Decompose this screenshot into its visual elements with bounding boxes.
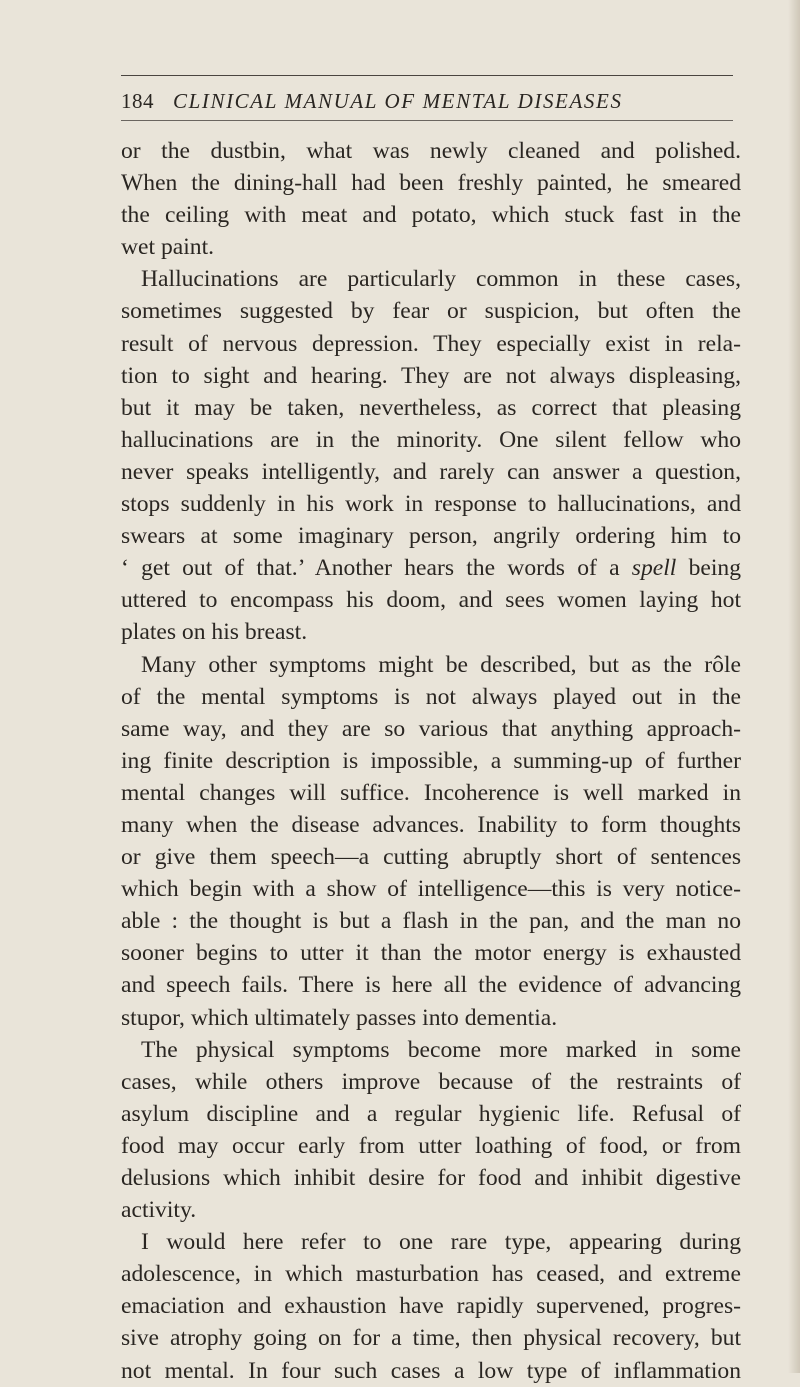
text-line: stupor, which ultimately passes into dementia. bbox=[121, 1004, 558, 1031]
text-line: result of nervous depression. They especially exist in rela- bbox=[121, 330, 741, 357]
text-line: uttered to encompass his doom, and sees women laying hot bbox=[121, 587, 741, 614]
paragraph bbox=[121, 263, 741, 648]
text-line: food may occur early from utter loathing of food, or from bbox=[121, 1132, 741, 1159]
text-line: hallucinations are in the minority. One silent fellow who bbox=[121, 426, 741, 453]
text-line: adolescence, in which masturbation has ceased, and extreme bbox=[121, 1261, 741, 1288]
text-line: activity. bbox=[121, 1197, 197, 1224]
text-line: sive atrophy going on for a time, then physical recovery, but bbox=[121, 1325, 741, 1352]
text-line: delusions which inhibit desire for food and inhibit digestive bbox=[121, 1165, 741, 1191]
page-number: 184 bbox=[121, 88, 154, 113]
text-line: of the mental symptoms is not always played out in the bbox=[121, 683, 741, 710]
body-text bbox=[121, 135, 741, 1387]
text-line: cases, while others improve because of the restraints of bbox=[121, 1068, 741, 1095]
paragraph bbox=[121, 649, 741, 1034]
text-line: When the dining-hall had been freshly painted, he smeared bbox=[121, 170, 741, 197]
text-line: ‘ get out of that.’ Another hears the words of a spell being bbox=[121, 555, 741, 582]
text-line: wet paint. bbox=[121, 234, 215, 261]
paragraph bbox=[121, 135, 741, 263]
text-line: asylum discipline and a regular hygienic life. Refusal of bbox=[121, 1100, 741, 1127]
running-head bbox=[121, 84, 733, 118]
text-line: or give them speech—a cutting abruptly short of sentences bbox=[121, 844, 741, 871]
text-line: never speaks intelligently, and rarely can answer a question, bbox=[121, 458, 741, 485]
text-line: mental changes will suffice. Incoherence is well marked in bbox=[121, 779, 741, 806]
header-rule-top bbox=[121, 75, 733, 76]
page-edge-shadow bbox=[788, 0, 800, 1373]
paragraph bbox=[121, 1226, 741, 1386]
text-line: sooner begins to utter it than the motor energy is exhausted bbox=[121, 940, 741, 967]
text-line: swears at some imaginary person, angrily ordering him to bbox=[121, 523, 741, 550]
text-line: or the dustbin, what was newly cleaned and polished. bbox=[121, 138, 741, 164]
header-rule-bottom bbox=[121, 120, 733, 121]
text-line: plates on his breast. bbox=[121, 619, 308, 646]
text-line: able : the thought is but a flash in the pan, and the man no bbox=[121, 908, 741, 935]
text-line: stops suddenly in his work in response to hallucinations, and bbox=[121, 491, 741, 518]
text-line: the ceiling with meat and potato, which stuck fast in the bbox=[121, 202, 741, 229]
text-line: tion to sight and hearing. They are not always displeasing, bbox=[121, 362, 741, 389]
text-line: Many other symptoms might be described, but as the rôle bbox=[141, 651, 741, 678]
text-line: I would here refer to one rare type, appearing during bbox=[141, 1229, 741, 1256]
text-line: many when the disease advances. Inability to form thoughts bbox=[121, 811, 741, 838]
text-line: emaciation and exhaustion have rapidly supervened, progres- bbox=[121, 1293, 741, 1320]
text-line: not mental. In four such cases a low type of inflammation bbox=[121, 1357, 741, 1384]
text-line: sometimes suggested by fear or suspicion, but often the bbox=[121, 298, 741, 325]
text-line: and speech fails. There is here all the evidence of advancing bbox=[121, 972, 741, 999]
text-line: which begin with a show of intelligence—this is very notice- bbox=[121, 876, 741, 903]
text-line: same way, and they are so various that anything approach- bbox=[121, 715, 741, 742]
paragraph bbox=[121, 1034, 741, 1227]
running-head-title: CLINICAL MANUAL OF MENTAL DISEASES bbox=[173, 88, 623, 113]
text-line: ing finite description is impossible, a summing-up of further bbox=[121, 747, 741, 774]
text-line: The physical symptoms become more marked in some bbox=[141, 1036, 741, 1063]
text-line: but it may be taken, nevertheless, as correct that pleasing bbox=[121, 394, 741, 421]
text-line: Hallucinations are particularly common in these cases, bbox=[141, 266, 741, 293]
